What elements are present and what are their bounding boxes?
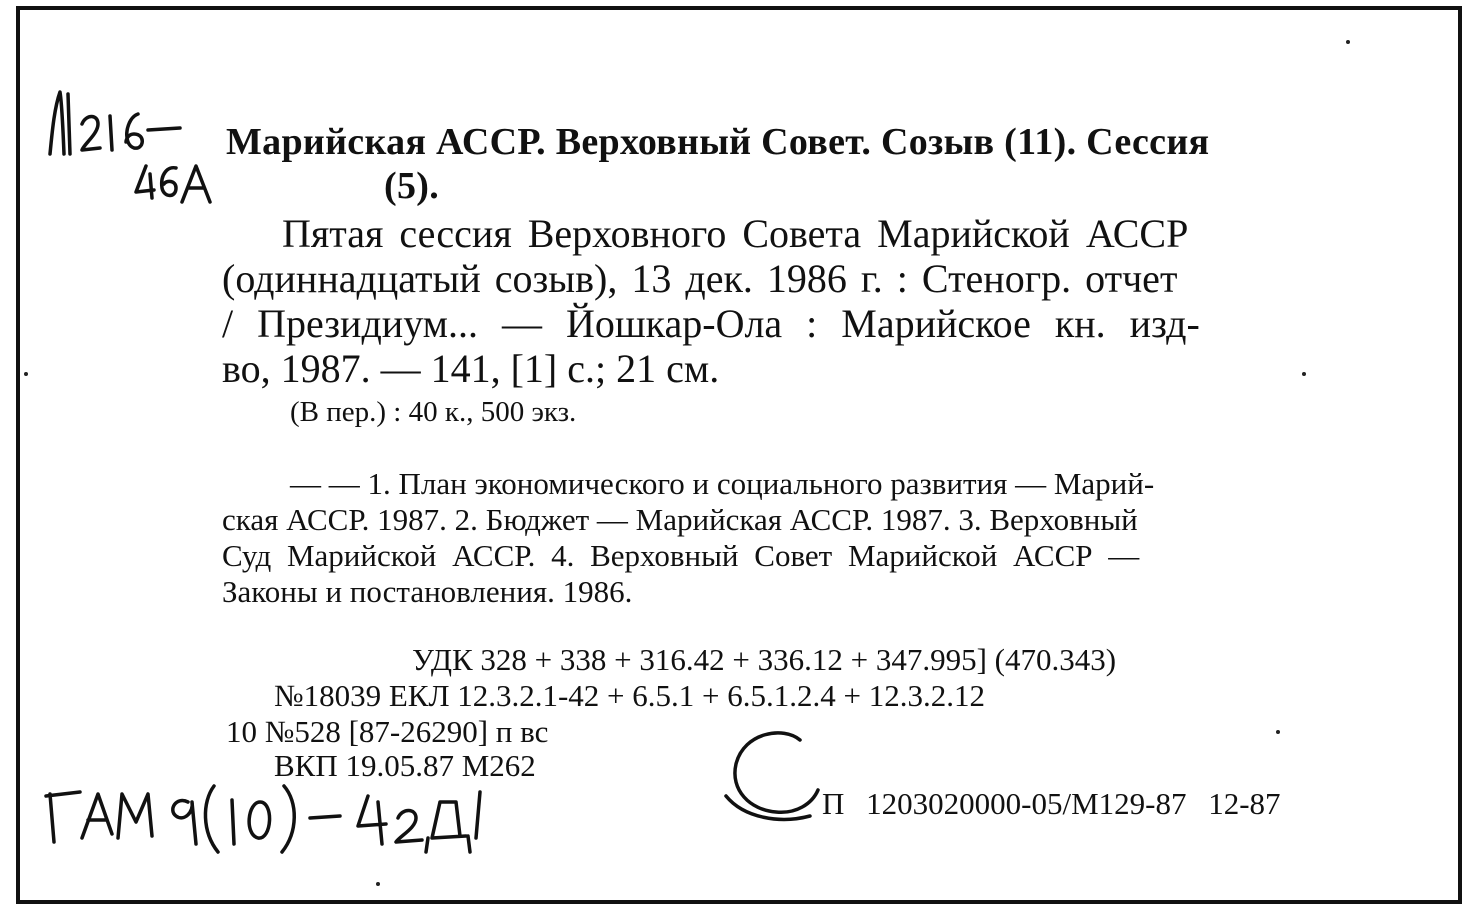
code-line: П 1203020000-05/М129-87 12-87 [822,786,1281,821]
subject-line-4: Законы и постановления. 1986. [222,574,633,609]
speck [1346,40,1350,44]
catalog-heading-continued: (5). [384,165,440,207]
title-line-4: во, 1987. — 141, [1] с.; 21 см. [222,346,720,391]
speck [1302,372,1306,376]
order-line: 10 №528 [87-26290] п вс [226,714,549,749]
subject-line-3: Суд Марийской АССР. 4. Верховный Совет Марийской АССР — [222,538,1140,573]
catalog-heading: Марийская АССР. Верховный Совет. Созыв (11). Сессия [226,121,1210,163]
title-line-3: / Президиум... — Йошкар-Ола : Марийское кн. изд- [222,301,1200,346]
title-line-1 [282,210,1382,257]
circle-mark [724,724,834,834]
vkp-line: ВКП 19.05.87 М262 [274,748,536,783]
title-line-2: (одиннадцатый созыв), 13 дек. 1986 г. : Стеногр. отчет [222,256,1178,301]
handwritten-shelf-mark-bottom [36,772,506,862]
speck [24,372,28,376]
handwritten-shelf-mark-top [40,84,220,214]
subject-line-2: ская АССР. 1987. 2. Бюджет — Марийская АССР. 1987. 3. Верховный [222,502,1138,537]
ekl-line: №18039 ЕКЛ 12.3.2.1-42 + 6.5.1 + 6.5.1.2.4 + 12.3.2.12 [274,678,985,713]
speck [376,882,380,886]
title-line-1-text: Пятая сессия Верховного Совета Марийской АССР [282,211,1189,256]
udk-line: УДК 328 + 338 + 316.42 + 336.12 + 347.995] (470.343) [412,642,1117,677]
subject-line-1: — — 1. План экономического и социального развития — Марий- [290,466,1155,501]
speck [1276,730,1280,734]
price-line: (В пер.) : 40 к., 500 экз. [290,396,577,428]
